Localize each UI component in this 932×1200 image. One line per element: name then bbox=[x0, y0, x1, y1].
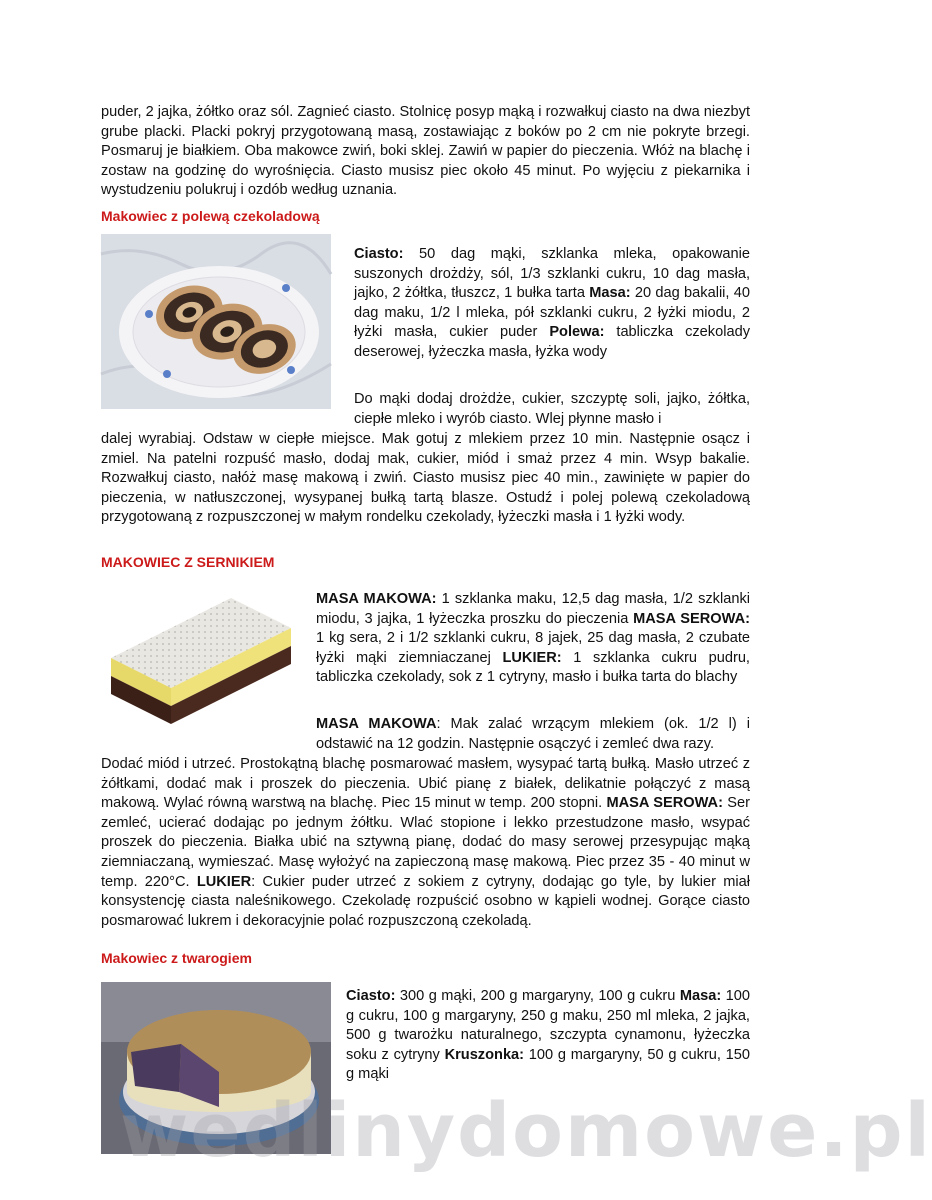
recipe1-method-start: Do mąki dodaj drożdże, cukier, szczyptę soli, jajko, żółtka, ciepłe mleko i wyrób ciasto. Wlej płynne masło i bbox=[354, 391, 750, 427]
recipe-title-makowiec-twarog: Makowiec z twarogiem bbox=[101, 950, 252, 966]
makowiec-polewa-photo bbox=[101, 234, 331, 409]
makowiec-sernik-photo bbox=[101, 588, 297, 728]
recipe-title-makowiec-polewa: Makowiec z polewą czekoladową bbox=[101, 208, 320, 224]
recipe1-method-continued: dalej wyrabiaj. Odstaw w ciepłe miejsce. Mak gotuj z mlekiem przez 10 min. Następnie osącz i zmiel. Na patelni rozpuść masło, dodaj mak, cukier, miód i smaż przez 4 min. Wsyp bakalie. Rozwałkuj ciasto, nałóż masę makową i zwiń. Ciasto musisz piec 40 min., zawinięte w papier do pieczenia, w natłuszczonej, wysypanej bułką tartą blasze. Ostudź i polej polewą czekoladową przygotowaną z rozpuszczonej w małym rondelku czekolady, łyżeczki masła i 1 łyżki wody. bbox=[101, 431, 750, 526]
recipe2-method-continued: Dodać miód i utrzeć. Prostokątną blachę posmarować masłem, wysypać tartą bułką. Masło utrzeć z żółtkami, dodać mak i proszek do pieczenia. Ubić pianę z białek, delikatnie połączyć z masą makową. Wylać równą warstwą na blachę. Piec 15 minut w temp. 200 stopni. MASA SEROWA: Ser zemleć, ucierać dodając po jednym żółtku. Wlać stopione i lekko przestudzone masło, wsypać proszek do pieczenia. Białka ubić na sztywną pianę, dodać do masy serowej przesypując mąką ziemniaczaną, wymieszać. Masę wyłożyć na zapieczoną masę makową. Piec przez 35 - 40 minut w temp. 220°C. LUKIER: Cukier puder utrzeć z sokiem z cytryny, dodając go tyle, by lukier miał konsystencję ciasta naleśnikowego. Czekoladę rozpuścić osobno w kąpieli wodnej. Gorące ciasto posmarować lukrem i dekoracyjnie polać rozpuszczoną czekoladą. bbox=[101, 756, 750, 929]
recipe3-ingredients: Ciasto: 300 g mąki, 200 g margaryny, 100 g cukru Masa: 100 g cukru, 100 g margaryny, 250 g maku, 250 ml mleka, 2 jajka, 500 g twarożku naturalnego, szczypta cynamonu, łyżeczka soku z cytryny Kruszonka: 100 g margaryny, 50 g cukru, 150 g mąki bbox=[346, 988, 751, 1083]
recipe2-method-start: MASA MAKOWA: Mak zalać wrzącym mlekiem (ok. 1/2 l) i odstawić na 12 godzin. Następnie osączyć i zemleć dwa razy. bbox=[316, 716, 750, 752]
watermark: wedlinydomowe.pl bbox=[120, 1088, 932, 1174]
intro-paragraph: puder, 2 jajka, żółtko oraz sól. Zagnieć ciasto. Stolnicę posyp mąką i rozwałkuj ciasto na dwa niezbyt grube placki. Placki pokryj przygotowaną masą, zostawiając z boków po 2 cm nie pokryte brzegi. Posmaruj je białkiem. Oba makowce zwiń, boki sklej. Zawiń w papier do pieczenia. Włóż na blachę i zostaw na godzinę do wyrośnięcia. Ciasto musisz piec około 45 minut. Po wyjęciu z piekarnika i wystudzeniu polukruj i ozdób według uznania. bbox=[101, 104, 750, 199]
recipe2-ingredients: MASA MAKOWA: 1 szklanka maku, 12,5 dag masła, 1/2 szklanki miodu, 3 jajka, 1 łyżeczka proszku do pieczenia MASA SEROWA: 1 kg sera, 2 i 1/2 szklanki cukru, 8 jajek, 25 dag masła, 2 czubate łyżki mąki ziemniaczanej LUKIER: 1 szklanka cukru pudru, tabliczka czekolady, sok z 1 cytryny, masło i bułka tarta do blachy bbox=[316, 591, 750, 686]
recipe1-ingredients: Ciasto: 50 dag mąki, szklanka mleka, opakowanie suszonych drożdży, sól, 1/3 szklanki cukru, 10 dag masła, jajko, 2 żółtka, tłuszcz, 1 bułka tarta Masa: 20 dag bakalii, 40 dag maku, 1/2 l mleka, pół szklanki cukru, 2 łyżki miodu, 2 łyżki masła, cukier puder Polewa: tabliczka czekolady deserowej, łyżeczka masła, łyżka wody bbox=[354, 246, 750, 360]
recipe-title-makowiec-sernik: MAKOWIEC Z SERNIKIEM bbox=[101, 554, 275, 570]
